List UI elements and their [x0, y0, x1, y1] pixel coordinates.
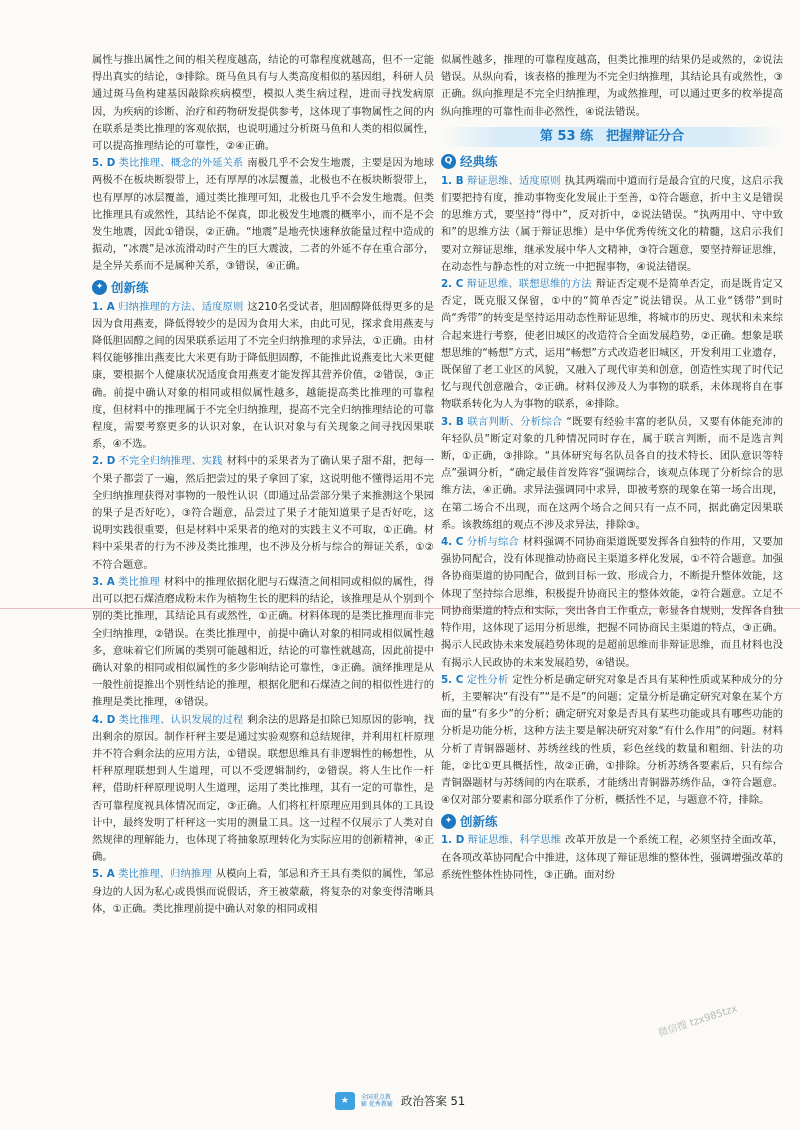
section-heading	[441, 812, 783, 830]
answer-tag: 归纳推理的方法、适度原则	[118, 300, 244, 313]
answer-tag: 类比推理、归纳推理	[118, 868, 212, 881]
section-icon: Q	[441, 154, 456, 169]
answer-tag: 类比推理、概念的外延关系	[118, 157, 244, 170]
right-paragraph-continued: 似属性越多，推理的可靠程度越高，但类比推理的结果仍是或然的，②说法错误。从纵向看，该表格的推理为不完全归纳推理，其结论具有或然性，③正确。纵向推理是不完全归纳推理，为或然推理，可以通过更多的枚举提高纵向推理的可靠性而非必然性，④说法错误。	[441, 54, 783, 118]
answer-number: 1. B	[441, 174, 464, 187]
answer-text: 材料中的推理依据化肥与石煤渣之间相同或相似的属性，得出可以把石煤渣磨成粉末作为植物生长的肥料的结论，该推理是从个别到个别的类比推理，其结论具有或然性，①正确。材料体现的是类比推理而非完全归纳推理，②错误。在类比推理中，前提中确认对象的相同或相似属性越多，意味着它们所属的类别可能越相近，结论的可靠性就越高，因此前提中确认对象的相同或相似属性的多少影响结论可靠性，③正确。演绎推理是从一般性前提推出个别性结论的推理，根据化肥和石煤渣之间的相似性进行的推理是类比推理，④错误。	[92, 575, 435, 709]
section-title: 经典练	[460, 154, 498, 170]
answer-number: 5. D	[92, 157, 116, 170]
answer-item	[441, 832, 783, 884]
book-logo-icon: ★	[335, 1092, 355, 1110]
answer-text: “既要有经验丰富的老队员，又要有体能充沛的年轻队员”断定对象的几种情况同时存在，属于联言判断，而不是选言判断，①正确，③排除。“具体研究每名队员各自的技术特长、团队意识等特点”强调分析，“确定最佳首发阵容”强调综合，该观点体现了分析综合的思维方法，④正确。求异法强调同中求异，即被考察的现象在第一场合出现，在第二场合不出现，而在这两个场合之间只有一点不同，据此确定因果联系。该教练组的观点不涉及求异法，排除③。	[441, 415, 783, 531]
answer-tag: 不完全归纳推理、实践	[118, 455, 223, 468]
answer-item	[441, 534, 783, 672]
answer-text: 改革开放是一个系统工程，必须坚持全面改革，在各项改革协同配合中推进，这体现了辩证思维的整体性，强调增强改革的系统性整体性协同性，③正确。面对纷	[441, 834, 784, 881]
watermark: 微信搜 tzx985tzx	[656, 1003, 739, 1040]
answer-text: 辩证否定观不是简单否定，而是既肯定又否定，既克服又保留，①中的“简单否定”说法错误。从工业“锈带”到时尚“秀带”的转变是坚持运用动态性辩证思维，将城市的历史、现状和未来综合起来进行考察，使老旧城区的改造符合全面发展趋势，②正确。想象是联想思维的“畅想”方式，运用“畅想”方式改造老旧城区，开发利用工业遗存，既保留了老工业区的风貌，又融入了现代审美和创意，创造性实现了时代记忆与现代创意融合，②正确。材料仅涉及人为事物的联系，未体现将自在事物联系转化为人为事物的联系，④排除。	[441, 278, 784, 411]
answer-text: 这210名受试者，胆固醇降低得更多的是因为食用燕麦，降低得较少的是因为食用大米，由此可见，探求食用燕麦与降低胆固醇之间的因果联系运用了不完全归纳推理的求异法，①正确。由材料仅能够推出燕麦比大米更有助于降低胆固醇，不能推此说燕麦比大米更健康，要根据个人健康状况适度食用燕麦才能发挥其营养价值，②错误，③正确。前提中确认对象的相同或相似属性越多，越能提高类比推理的可靠程度，但材料中的推理属于不完全归纳推理，提高不完全归纳推理结论的可靠程度，需要考察更多的认识对象，在认识对象与有关现象之间寻找因果联系，④不选。	[92, 300, 435, 451]
answer-text: 从模向上看，邹忌和齐王具有类似的属性，邹忌身边的人因为私心或畏惧而说假话，齐王被蒙蔽，将复杂的对象变得清晰具体，①正确。类比推理前提中确认对象的相同或相	[92, 868, 434, 915]
answer-tag: 联言判断、分析综合	[467, 415, 563, 428]
lesson-title: 第 53 练 把握辩证分合	[539, 128, 685, 144]
answer-tag: 辩证思维、适度原则	[467, 174, 561, 187]
section-title: 创新练	[111, 280, 149, 296]
answer-tag: 类比推理、认识发展的过程	[118, 713, 244, 726]
lesson-title-bar	[441, 127, 783, 147]
answer-text: 材料中的采果者为了确认果子甜不甜，把每一个果子都尝了一遍，然后把尝过的果子拿回了家，这说明他不懂得运用不完全归纳推理获得对事物的一般性认识（即通过品尝部分果子来推测这个果园的果子是否好吃），③符合题意，品尝过了果子才能知道果子是否好吃，这说明实践很重要，但是材料中采果者的绝对的实践主义不可取，①正确。材料中采果者的行为不涉及类比推理，也不涉及分析与综合的辩证关系，①②不符合题意。	[92, 455, 434, 571]
answer-number: 2. D	[92, 455, 116, 468]
answer-item	[441, 173, 783, 276]
answer-text: 执其两端而中道而行是最合宜的尺度，这启示我们要把持有度，推动事物变化发展止于至善，①符合题意，折中主义是错误的思维方式，要坚持“得中”，反对折中，②说法错误。“执两用中、守中致和”的思维方法（属于辩证思维）是中华优秀传统文化的精髓，这启示我们要对立辩证思维，继承发展中华人文精神，③符合题意，要坚持辩证思维，在动态性与静态性的对立统一中把握事物，④说法错误。	[441, 174, 784, 273]
answer-tag: 分析与综合	[466, 536, 519, 549]
answer-tag: 定性分析	[466, 673, 509, 686]
right-column	[441, 52, 783, 884]
answer-text: 南极几乎不会发生地震，主要是因为地球两极不在板块断裂带上，还有厚厚的冰层覆盖，北极也不在板块断裂带上，也有厚厚的冰层覆盖，通过类比推理可知，北极也几乎不会发生地震。但类比推理具有或然性，其结论不保真，即北极发生地震的概率小，而不是不会发生地震，因此①错误，②正确。“地震”是地壳快速释放能量过程中造成的振动，“冰震”是冰流滑动时产生的巨大震波，二者的外延不存在重合部分，是全异关系而不是属种关系，③错误，④正确。	[92, 157, 434, 273]
answer-number: 4. D	[92, 713, 116, 726]
answer-tag: 类比推理	[118, 575, 160, 588]
answer-item	[92, 712, 434, 867]
left-paragraph-continued: 属性与推出属性之间的相关程度越高，结论的可靠程度就越高，但不一定能得出真实的结论，③排除。斑马鱼具有与人类高度相似的基因组，科研人员通过斑马鱼构建基因敲除疾病模型，模拟人类生病过程，进而寻找发病原因，为疾病的诊断、治疗和药物研发提供参考，这体现了事物属性之间的内在联系是类比推理的客观依据，也说明通过分析斑马鱼和人类的相似属性，可以提高推理结论的可靠性，②④正确。	[92, 54, 434, 153]
answer-number: 1. D	[441, 834, 465, 847]
answer-item	[92, 299, 434, 454]
answer-number: 4. C	[441, 536, 464, 549]
footer-page-label: 政治答案 51	[400, 1094, 466, 1108]
section-heading	[441, 153, 783, 171]
left-column	[92, 52, 434, 918]
answer-item	[441, 414, 783, 534]
answer-item	[92, 574, 434, 712]
page-footer	[0, 1089, 800, 1113]
answer-text: 定性分析是确定研究对象是否具有某种性质或某种成分的分析，主要解决“有没有”“是不是”的问题；定量分析是确定研究对象在某个方面的量“有多少”的分析；确定研究对象是否具有某些功能或具有哪些功能的分析是功能分析，这种方法主要是解决研究对象“有什么作用”的问题。材料分析了青铜器题材、苏绣丝线的性质，彩色丝线的数量和粗细、针法的功能，②比①更具概括性，故②正确，①排除。分析苏绣各要素后，只有综合青铜器题材与苏绣间的内在联系，才能绣出青铜器苏绣作品，③符合题意。④仅对部分要素和部分联系作了分析，概括性不足，与题意不符，排除。	[441, 673, 784, 807]
section-icon: ✦	[92, 280, 107, 295]
answer-number: 3. B	[441, 415, 464, 428]
answer-tag: 辩证思维、联想思维的方法	[466, 278, 592, 291]
answer-number: 5. A	[92, 868, 115, 881]
answer-item	[441, 276, 783, 414]
answer-text: 材料强调不同协商渠道既要发挥各自独特的作用，又要加强协同配合，没有体现推动协商民主渠道多样化发展，①不符合题意。加强各协商渠道的协同配合，做到目标一致、形成合力，不断提升整体效能，这体现了坚持综合思维，积极提升协商民主的整体效能，②符合题意。立足不同协商渠道的特点和实际，突出各自工作重点，彰显各自规则，发挥各自独特作用，这体现了运用分析思维，把握不同协商民主渠道的特点，③正确。揭示人民政协未来发展趋势体现的是超前思维而非辩证思维，而且材料也没有揭示人民政协的未来发展趋势，④错误。	[441, 536, 784, 669]
section-icon: ✦	[441, 814, 456, 829]
answer-text: 剩余法的思路是扣除已知原因的影响，找出剩余的原因。制作杆秤主要是通过实验观察和总结规律，并利用杠杆原理并不符合剩余法的应用方法，①错误。联想思维具有非逻辑性的畅想性，从杆秤原理联想到人生道理，可以不受逻辑制约，②错误。将人生比作一杆秤，借助杆秤原理说明人生道理，运用了类比推理，其有一定的可靠性，是否可靠程度视具体情况而定，③正确。人们将杠杆原理应用到具体的工具设计中，最终发明了杆秤这一实用的测量工具。这一过程不仅展示了人类对自然规律的理解能力，也体现了将抽象原理转化为实际应用的创新精神，④正确。	[92, 713, 434, 864]
answer-number: 1. A	[92, 300, 115, 313]
answer-item	[441, 672, 783, 810]
answer-item	[92, 155, 434, 275]
answer-item	[92, 453, 434, 573]
answer-number: 3. A	[92, 575, 115, 588]
answer-tag: 辩证思维、科学思维	[467, 834, 562, 847]
footer-brand: 全国重点教辅 优秀教辅	[360, 1094, 393, 1108]
answer-number: 5. C	[441, 673, 464, 686]
answer-item	[92, 866, 434, 918]
section-heading	[92, 279, 434, 297]
section-title: 创新练	[460, 813, 498, 829]
answer-number: 2. C	[441, 278, 464, 291]
